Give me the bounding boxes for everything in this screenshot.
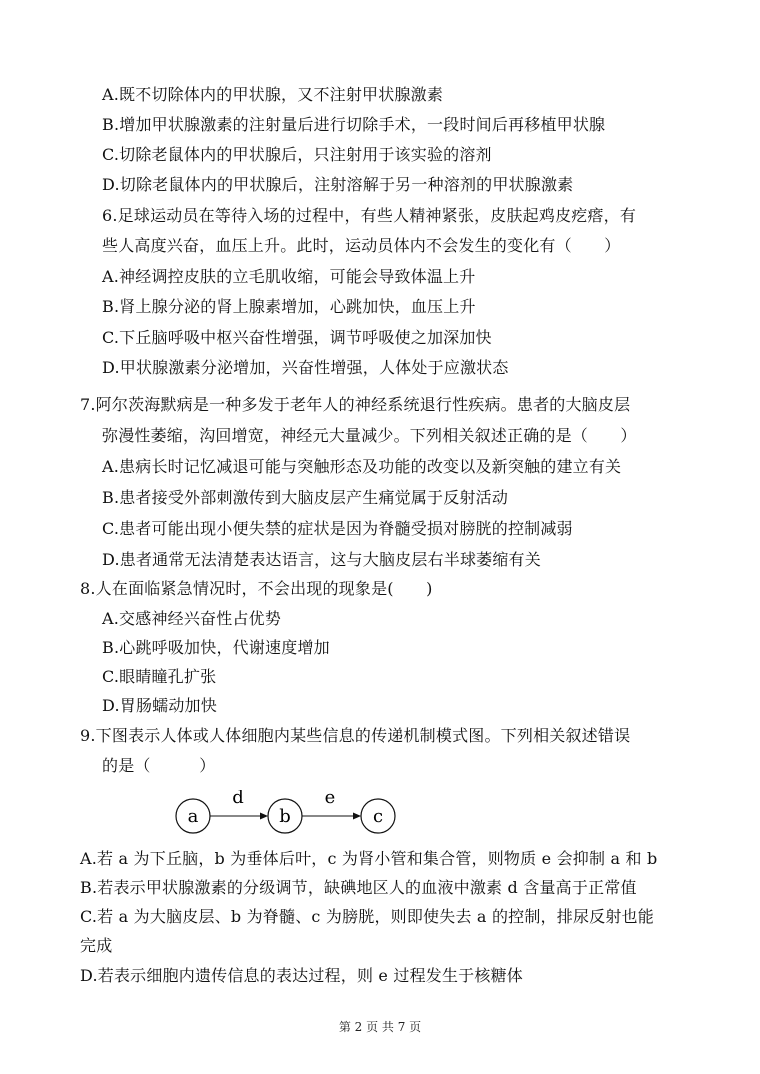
option-6d: D.甲状腺激素分泌增加，兴奋性增强，人体处于应激状态 bbox=[102, 358, 509, 377]
question-9-line-2: 的是（ ） bbox=[102, 756, 216, 775]
signal-transmission-diagram bbox=[170, 790, 410, 850]
arrow-e-head bbox=[353, 813, 361, 820]
question-8: 8.人在面临紧急情况时，不会出现的现象是( ) bbox=[80, 579, 433, 598]
option-9a: A.若 a 为下丘脑，b 为垂体后叶，c 为肾小管和集合管，则物质 e 会抑制 a 和 b bbox=[80, 849, 658, 868]
arrow-e-label: e bbox=[324, 790, 336, 808]
option-5c: C.切除老鼠体内的甲状腺后，只注射用于该实验的溶剂 bbox=[102, 145, 492, 164]
option-8a: A.交感神经兴奋性占优势 bbox=[102, 609, 282, 628]
option-9c-line-2: 完成 bbox=[80, 936, 113, 955]
node-a-label: a bbox=[187, 806, 199, 827]
question-7-line-2: 弥漫性萎缩，沟回增宽，神经元大量减少。下列相关叙述正确的是（ ） bbox=[102, 426, 637, 445]
node-b-label: b bbox=[279, 806, 291, 827]
option-5b: B.增加甲状腺激素的注射量后进行切除手术，一段时间后再移植甲状腺 bbox=[102, 115, 606, 134]
option-9d: D.若表示细胞内遗传信息的表达过程，则 e 过程发生于核糖体 bbox=[80, 966, 523, 985]
option-9c-line-1: C.若 a 为大脑皮层、b 为脊髓、c 为膀胱，则即使失去 a 的控制，排尿反射也能 bbox=[80, 907, 654, 926]
question-6-line-2: 些人高度兴奋，血压上升。此时，运动员体内不会发生的变化有（ ） bbox=[102, 236, 621, 255]
option-8c: C.眼睛瞳孔扩张 bbox=[102, 667, 217, 686]
option-8d: D.胃肠蠕动加快 bbox=[102, 696, 217, 715]
question-6-line-1: 6.足球运动员在等待入场的过程中，有些人精神紧张，皮肤起鸡皮疙瘩，有 bbox=[102, 206, 637, 225]
option-7d: D.患者通常无法清楚表达语言，这与大脑皮层右半球萎缩有关 bbox=[102, 550, 541, 569]
option-7b: B.患者接受外部刺激传到大脑皮层产生痛觉属于反射活动 bbox=[102, 488, 509, 507]
option-5a: A.既不切除体内的甲状腺，又不注射甲状腺激素 bbox=[102, 85, 444, 104]
option-7a: A.患病长时记忆减退可能与突触形态及功能的改变以及新突触的建立有关 bbox=[102, 457, 622, 476]
option-6b: B.肾上腺分泌的肾上腺素增加，心跳加快，血压上升 bbox=[102, 297, 476, 316]
option-8b: B.心跳呼吸加快，代谢速度增加 bbox=[102, 638, 330, 657]
arrow-d-label: d bbox=[232, 790, 244, 808]
option-6c: C.下丘脑呼吸中枢兴奋性增强，调节呼吸使之加深加快 bbox=[102, 328, 492, 347]
question-9-line-1: 9.下图表示人体或人体细胞内某些信息的传递机制模式图。下列相关叙述错误 bbox=[80, 726, 631, 745]
node-c-label: c bbox=[372, 806, 384, 827]
question-7-line-1: 7.阿尔茨海默病是一种多发于老年人的神经系统退行性疾病。患者的大脑皮层 bbox=[80, 395, 631, 414]
arrow-d-head bbox=[260, 813, 268, 820]
option-9b: B.若表示甲状腺激素的分级调节，缺碘地区人的血液中激素 d 含量高于正常值 bbox=[80, 878, 637, 897]
page-footer: 第 2 页 共 7 页 bbox=[338, 1020, 422, 1034]
option-6a: A.神经调控皮肤的立毛肌收缩，可能会导致体温上升 bbox=[102, 267, 476, 286]
option-7c: C.患者可能出现小便失禁的症状是因为脊髓受损对膀胱的控制减弱 bbox=[102, 519, 573, 538]
option-5d: D.切除老鼠体内的甲状腺后，注射溶解于另一种溶剂的甲状腺激素 bbox=[102, 175, 574, 194]
